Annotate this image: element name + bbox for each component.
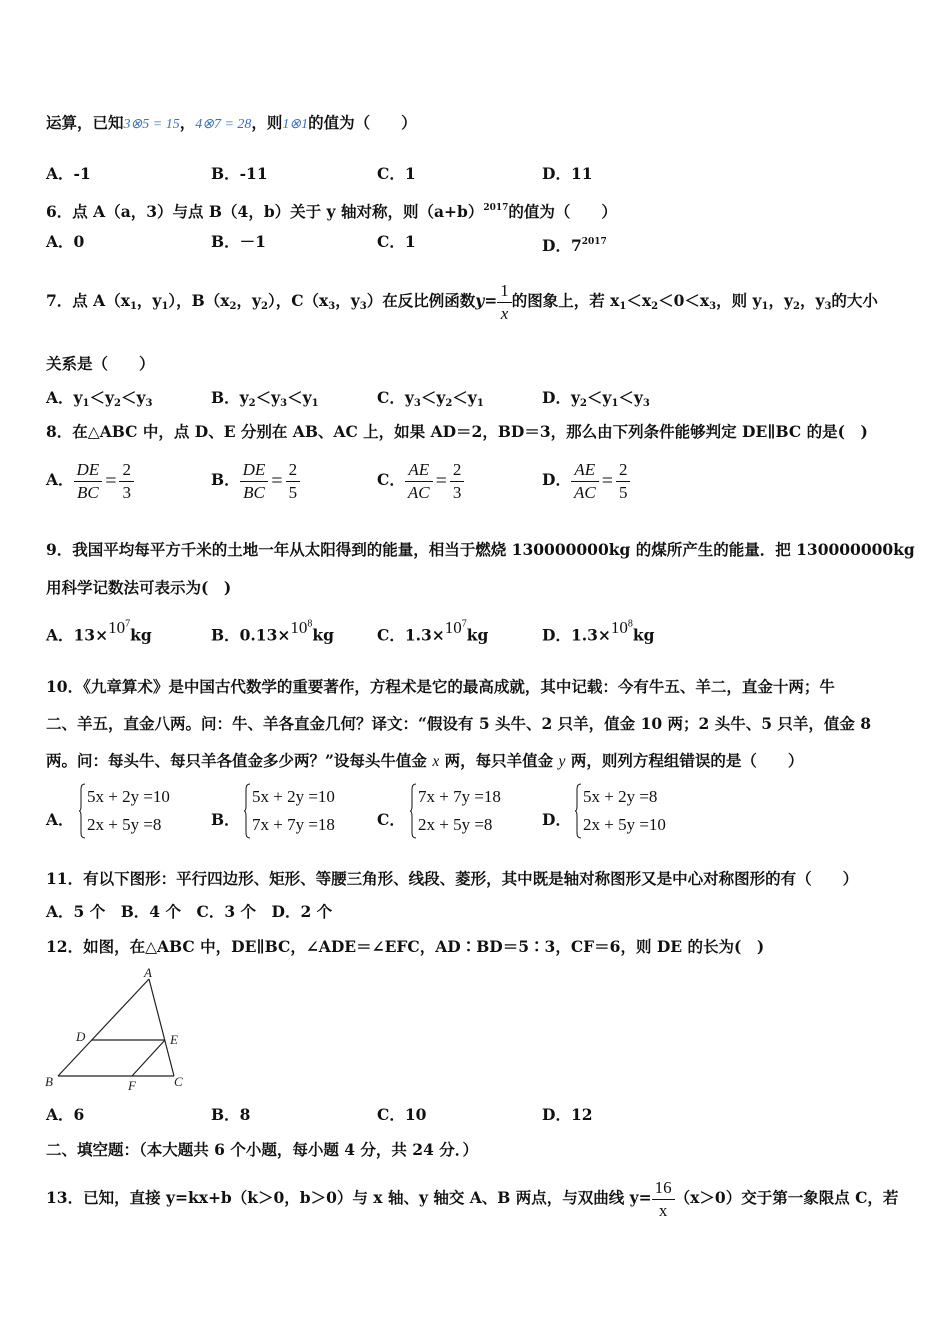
q7-frac-den: x [500,303,509,323]
q8-frac-den: BC [77,482,99,502]
q5-option-c[interactable]: C．1 [377,164,416,183]
q9-opt-unit: kg [130,625,152,645]
system-row-2: 2x + 5y =10 [583,815,666,834]
q9-opt-unit: kg [632,625,655,645]
q8-frac-left [74,459,103,504]
q13-text-b: （x＞0）交于第一象限点 C，若 [674,1188,899,1207]
q8-opt-label: A． [46,470,74,489]
q8-frac-den: AC [407,482,430,502]
q9-line1: 9．我国平均每平方千米的土地一年从太阳得到的能量，相当于燃烧 130000000kg 的煤所产生的能量．把 130000000kg [46,540,915,559]
q10-option-d-label[interactable]: D． [542,810,571,829]
q9-opt-base: 10 [610,617,628,637]
q13-fraction [652,1177,675,1222]
q8-frac-num: 2 [616,459,631,482]
q11-stem: 11．有以下图形：平行四边形、矩形、等腰三角形、线段、菱形，其中既是轴对称图形又是中心对称图形的有（ ） [46,869,859,888]
section-2-title: 二、填空题：（本大题共 6 个小题，每小题 4 分，共 24 分．） [46,1140,479,1159]
fig-label-d: D [76,1029,86,1044]
q8-frac-den: 5 [288,482,298,502]
q7-opt-sub: 1 [476,398,484,409]
q7-frac-num: 1 [497,280,512,303]
q7-opt-sub: 1 [311,398,319,409]
q8-equals: = [601,470,613,492]
q10-line3-c: 两，则列方程组错误的是（ ） [570,751,804,770]
q7-t: 7．点 A（x [46,291,130,310]
q7-opt-text: ＜y [452,388,477,407]
q10-option-c-system[interactable] [410,783,520,839]
q7-option-c[interactable] [377,388,484,414]
q13-frac-den: x [658,1200,668,1220]
q7-t: 的图象上，若 x [511,291,620,310]
q11-options[interactable]: A．5 个 B．4 个 C．3 个 D．2 个 [46,902,333,921]
q5-sep: ， [179,113,196,132]
q9-opt-exp: 8 [307,618,313,629]
q9-opt-pre: A．13× [46,625,109,645]
q7-opt-text: ＜y [586,388,612,407]
q7-t: ），B（x [168,291,230,310]
q10-line1: 10．《九章算术》是中国古代数学的重要著作，方程术是它的最高成就，其中记载：今有牛五、羊二，直金十两；牛 [46,677,835,696]
fig-label-e: E [170,1032,178,1047]
system-row-1: 7x + 7y =18 [418,787,501,806]
q7-t: ＜0＜x [658,291,710,310]
q7-t: ，y [335,291,360,310]
q10-option-a-system[interactable] [79,783,189,839]
q5-expr2: 4⊗7 = 28 [195,117,252,132]
q10-option-b-label[interactable]: B． [211,810,240,829]
fig-label-f: F [128,1078,136,1093]
q7-t: ），C（x [267,291,329,310]
q8-frac-den: BC [243,482,265,502]
q10-var-y: y [558,753,566,770]
q9-opt-base: 10 [444,617,462,637]
q6-stem [46,198,617,222]
q7-sub: 2 [260,301,268,312]
q10-option-b-system[interactable] [244,783,354,839]
q7-option-b[interactable] [211,388,319,414]
q7-fraction [497,280,512,325]
q12-option-b[interactable]: B．8 [211,1105,251,1124]
q10-option-d-system[interactable] [575,783,685,839]
fig-label-a: A [144,965,152,980]
q8-frac-den: 5 [618,482,628,502]
q7-t: ，y [236,291,261,310]
q7-sub: 3 [359,301,367,312]
q9-option-b[interactable] [211,617,334,646]
q7-line2: 关系是（ ） [46,354,155,373]
q12-option-a[interactable]: A．6 [46,1105,85,1124]
q9-opt-base: 10 [108,617,126,637]
q10-option-c-label[interactable]: C． [377,810,405,829]
q7-option-a[interactable] [46,388,152,414]
q8-option-d[interactable] [542,456,630,505]
q9-option-a[interactable] [46,617,152,646]
q7-opt-text: ＜y [121,388,146,407]
q7-sub: 2 [651,301,659,312]
q7-opt-text: ＜y [89,388,115,407]
q8-frac-left [240,459,269,504]
q7-y-equals: y= [475,291,498,310]
q8-frac-num: AE [571,459,599,482]
q7-sub: 1 [761,301,769,312]
q7-opt-sub: 2 [579,398,587,409]
q7-opt-text: ＜y [287,388,312,407]
q7-sub: 3 [709,301,717,312]
q8-frac-num: DE [74,459,103,482]
q9-option-c[interactable] [377,617,489,646]
q9-opt-exp: 8 [627,618,633,629]
q10-var-x: x [432,753,440,770]
q7-sub: 1 [619,301,627,312]
q10-line2: 二、羊五，直金八两。问：牛、羊各直金几何？译文：“假设有 5 头牛、2 只羊，值金 10 两；2 头牛、5 只羊，值金 8 [46,714,872,733]
q9-line2: 用科学记数法可表示为( ) [46,578,232,597]
fig-label-c: C [174,1074,183,1089]
q8-opt-label: C． [377,470,405,489]
q9-option-d[interactable] [542,617,655,646]
brace-icon [410,783,416,839]
q7-opt-text: ＜y [420,388,446,407]
q7-sub: 3 [824,301,832,312]
q12-option-c[interactable]: C．10 [377,1105,427,1124]
q12-triangle-figure [40,962,200,1097]
q8-frac-right [616,459,631,504]
q8-frac-left [571,459,599,504]
q8-equals: = [105,470,117,492]
q7-sub: 3 [328,301,336,312]
brace-icon [575,783,581,839]
brace-icon [79,783,85,839]
q10-line3 [46,751,803,772]
q9-opt-unit: kg [466,625,489,645]
q6-option-b[interactable]: B．－1 [211,232,266,251]
q6-text-a: 6．点 A（a，3）与点 B（4，b）关于 y 轴对称，则（a+b） [46,202,484,221]
q7-opt-text: ＜y [255,388,281,407]
q8-frac-num: AE [405,459,433,482]
q7-option-d[interactable] [542,388,650,414]
q8-stem: 8．在△ABC 中，点 D、E 分别在 AB、AC 上，如果 AD＝2，BD＝3，那么由下列条件能够判定 DE∥BC 的是( ) [46,422,868,441]
q7-t: 的大小 [831,291,878,310]
q9-opt-pre: C．1.3× [377,625,445,645]
q6-option-d[interactable] [542,232,607,256]
q7-opt-text: ＜y [618,388,643,407]
q8-frac-right [450,459,465,504]
q5-option-a[interactable]: A．-1 [46,164,91,183]
q10-line3-a: 两。问：每头牛、每只羊各值金多少两？”设每头牛值金 [46,751,427,770]
q8-option-b[interactable] [211,456,300,505]
q7-opt-sub: 3 [145,398,153,409]
q7-t: ＜x [626,291,652,310]
q7-opt-sub: 2 [114,398,121,409]
q9-opt-pre: D．1.3× [542,625,611,645]
system-row-1: 5x + 2y =10 [252,787,335,806]
q8-opt-label: B． [211,470,240,489]
q9-opt-unit: kg [312,625,334,645]
q8-frac-left [405,459,433,504]
q7-opt-sub: 3 [413,398,421,409]
q6-option-a[interactable]: A．0 [46,232,85,251]
q7-opt-sub: 1 [82,398,90,409]
q8-frac-num: 2 [450,459,465,482]
q6-option-d-base: D．7 [542,236,582,255]
system-row-1: 5x + 2y =10 [87,787,170,806]
q12-option-d[interactable]: D．12 [542,1105,593,1124]
system-row-2: 7x + 7y =18 [252,815,335,834]
brace-icon [244,783,250,839]
q8-opt-label: D． [542,470,571,489]
q13-frac-num: 16 [652,1177,675,1200]
q7-opt-sub: 3 [280,398,288,409]
system-row-2: 2x + 5y =8 [87,815,162,834]
q7-t: ，则 y [716,291,762,310]
system-row-2: 2x + 5y =8 [418,815,493,834]
q6-option-d-exp: 2017 [581,237,607,247]
q9-opt-base: 10 [290,617,308,637]
q7-opt-sub: 1 [611,398,619,409]
system-row-1: 5x + 2y =8 [583,787,658,806]
q8-frac-num: DE [240,459,269,482]
q5-expr1: 3⊗5 = 15 [123,117,180,132]
q8-frac-right [119,459,134,504]
q10-line3-b: 两，每只羊值金 [444,751,554,770]
q13-stem [46,1165,898,1231]
q5-intro: 运算，已知 [46,113,124,132]
q7-opt-text: C．y [377,388,414,407]
q7-sub: 1 [129,301,137,312]
q8-frac-den: 3 [122,482,131,502]
q13-text-a: 13．已知，直接 y=kx+b（k＞0，b＞0）与 x 轴、y 轴交 A、B 两点，与双曲线 y= [46,1188,652,1207]
q7-t: ，y [768,291,793,310]
q9-opt-power [445,618,467,637]
fig-label-b: B [45,1074,53,1089]
q5-stem [46,113,417,135]
q7-opt-text: B．y [211,388,249,407]
q5-mid: ，则 [251,113,283,132]
q8-option-a[interactable] [46,456,134,505]
q12-stem: 12．如图，在△ABC 中，DE∥BC，∠ADE＝∠EFC，AD∶BD＝5∶3，CF＝6，则 DE 的长为( ) [46,937,765,956]
q7-t: ）在反比例函数 [366,291,476,310]
q7-t: ，y [799,291,825,310]
q8-equals: = [271,470,283,492]
q9-opt-power [290,618,312,637]
q7-opt-sub: 2 [248,398,256,409]
q7-t: ，y [136,291,162,310]
q7-opt-sub: 3 [642,398,650,409]
q6-option-c[interactable]: C．1 [377,232,416,251]
q7-sub: 2 [792,301,800,312]
q8-frac-num: 2 [286,459,301,482]
q8-option-c[interactable] [377,456,464,505]
q5-tail: 的值为（ ） [308,113,417,132]
q7-stem [46,268,878,334]
q8-frac-num: 2 [119,459,134,482]
q8-equals: = [435,470,447,492]
q8-frac-right [286,459,301,504]
q8-frac-den: 3 [452,482,462,502]
q10-option-a-label[interactable]: A． [46,810,74,829]
q9-opt-power [108,618,130,637]
q6-exponent: 2017 [483,203,509,213]
q5-expr3: 1⊗1 [282,117,309,132]
q7-opt-text: D．y [542,388,580,407]
q7-opt-sub: 2 [445,398,453,409]
q7-sub: 2 [229,301,237,312]
q7-opt-text: A．y [46,388,83,407]
q5-option-d[interactable]: D．11 [542,164,593,183]
q7-sub: 1 [161,301,169,312]
q9-opt-power [611,618,633,637]
q5-option-b[interactable]: B．-11 [211,164,268,183]
q9-opt-pre: B．0.13× [211,625,291,645]
q8-frac-den: AC [573,482,596,502]
q9-opt-exp: 7 [461,618,467,629]
q9-opt-exp: 7 [125,618,131,629]
q6-text-b: 的值为（ ） [508,202,617,221]
